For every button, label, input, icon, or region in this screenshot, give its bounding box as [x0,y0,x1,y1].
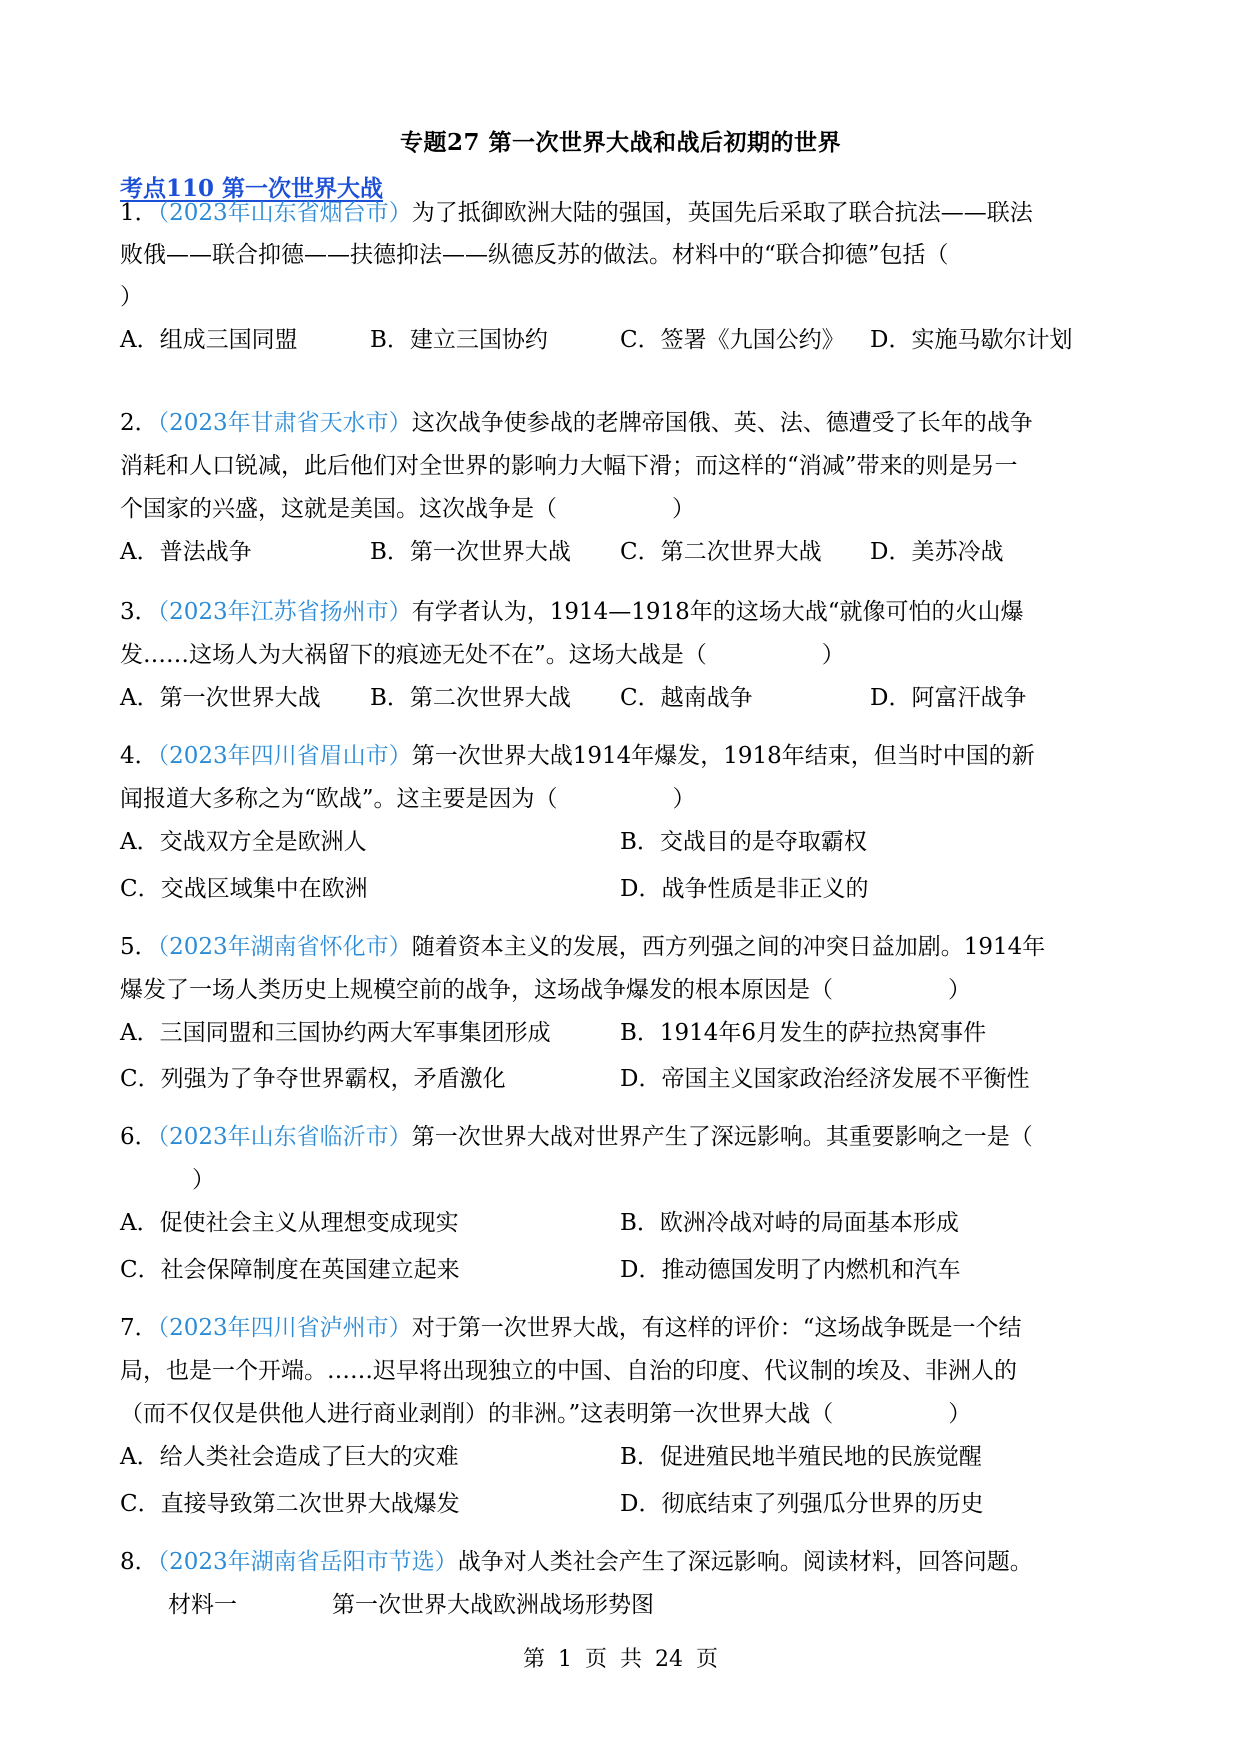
question-number: 2． [120,410,158,436]
question-1-line-2: 败俄——联合抑德——扶德抑法——纵德反苏的做法。材料中的“联合抑德”包括（ [120,242,949,268]
q6-option-c: C．社会保障制度在英国建立起来 [120,1257,460,1283]
question-4-line-2: 闻报道大多称之为“欧战”。这主要是因为（ ） [120,786,696,812]
question-source: （2023年江苏省扬州市） [157,599,412,625]
question-text: 有学者认为，1914—1918年的这场大战“就像可怕的火山爆 [411,599,1024,625]
q2-option-b: B．第一次世界大战 [370,539,571,565]
question-2-line-3: 个国家的兴盛，这就是美国。这次战争是（ ） [120,496,695,522]
section-heading-link[interactable]: 考点110 第一次世界大战 [120,175,384,202]
question-5-line-2: 爆发了一场人类历史上规模空前的战争，这场战争爆发的根本原因是（ ） [120,977,971,1003]
question-2-line-1 [120,408,1131,438]
q2-option-a: A．普法战争 [120,539,252,565]
question-text: 第一次世界大战对世界产生了深远影响。其重要影响之一是（ [411,1124,1033,1150]
q5-option-c: C．列强为了争夺世界霸权，矛盾激化 [120,1066,506,1092]
question-1-line-1 [120,198,1131,228]
question-source: （2023年山东省烟台市） [157,200,412,226]
question-source: （2023年山东省临沂市） [157,1124,412,1150]
q7-option-a: A．给人类社会造成了巨大的灾难 [120,1444,459,1470]
q5-option-d: D．帝国主义国家政治经济发展不平衡性 [620,1066,1030,1092]
question-number: 6． [120,1124,158,1150]
q7-option-d: D．彻底结束了列强瓜分世界的历史 [620,1491,984,1517]
question-3-line-2: 发……这场人为大祸留下的痕迹无处不在”。这场大战是（ ） [120,642,845,668]
material-title: 第一次世界大战欧洲战场形势图 [332,1592,654,1618]
q3-option-a: A．第一次世界大战 [120,685,321,711]
q2-option-d: D．美苏冷战 [870,539,1004,565]
question-3-line-1 [120,597,1131,627]
question-number: 4． [120,743,158,769]
q4-option-c: C．交战区域集中在欧洲 [120,876,368,902]
q7-option-b: B．促进殖民地半殖民地的民族觉醒 [620,1444,982,1470]
question-text: 这次战争使参战的老牌帝国俄、英、法、德遭受了长年的战争 [411,410,1033,436]
question-number: 8． [120,1549,158,1575]
question-text: 随着资本主义的发展，西方列强之间的冲突日益加剧。1914年 [411,934,1046,960]
q3-option-c: C．越南战争 [620,685,753,711]
question-source: （2023年甘肃省天水市） [157,410,412,436]
question-text: 战争对人类社会产生了深远影响。阅读材料，回答问题。 [457,1549,1033,1575]
question-source: （2023年湖南省岳阳市节选） [157,1549,458,1575]
material-label: 材料一 [168,1592,237,1618]
question-source: （2023年四川省眉山市） [157,743,412,769]
q7-option-c: C．直接导致第二次世界大战爆发 [120,1491,460,1517]
q5-option-a: A．三国同盟和三国协约两大军事集团形成 [120,1020,551,1046]
question-6-line-1 [120,1122,1131,1152]
q1-option-b: B．建立三国协约 [370,327,548,353]
question-6-line-2: ） [192,1167,215,1193]
question-8-line-1 [120,1547,1131,1577]
question-source: （2023年湖南省怀化市） [157,934,412,960]
question-7-line-3: （而不仅仅是供他人进行商业剥削）的非洲。”这表明第一次世界大战（ ） [120,1401,972,1427]
question-7-line-1 [120,1313,1131,1343]
q1-option-a: A．组成三国同盟 [120,327,298,353]
page-footer: 第 1 页 共 24 页 [523,1647,718,1672]
page-title: 专题27 第一次世界大战和战后初期的世界 [399,129,841,156]
question-number: 3． [120,599,158,625]
question-number: 5． [120,934,158,960]
q4-option-b: B．交战目的是夺取霸权 [620,829,867,855]
q2-option-c: C．第二次世界大战 [620,539,822,565]
q1-option-d: D．实施马歇尔计划 [870,327,1073,353]
question-4-line-1 [120,741,1131,771]
q6-option-b: B．欧洲冷战对峙的局面基本形成 [620,1210,959,1236]
q4-option-a: A．交战双方全是欧洲人 [120,829,367,855]
question-2-line-2: 消耗和人口锐减，此后他们对全世界的影响力大幅下滑；而这样的“消减”带来的则是另一 [120,453,1018,479]
q6-option-a: A．促使社会主义从理想变成现实 [120,1210,459,1236]
question-1-line-3: ） [120,284,143,310]
question-source: （2023年四川省泸州市） [157,1315,412,1341]
q3-option-d: D．阿富汗战争 [870,685,1027,711]
question-7-line-2: 局，也是一个开端。……迟早将出现独立的中国、自治的印度、代议制的埃及、非洲人的 [120,1358,1017,1384]
question-text: 对于第一次世界大战，有这样的评价：“这场战争既是一个结 [411,1315,1022,1341]
question-text: 第一次世界大战1914年爆发，1918年结束，但当时中国的新 [411,743,1035,769]
q1-option-c: C．签署《九国公约》 [620,327,845,353]
q4-option-d: D．战争性质是非正义的 [620,876,869,902]
question-text: 为了抵御欧洲大陆的强国，英国先后采取了联合抗法——联法 [411,200,1033,226]
question-number: 1． [120,200,158,226]
q5-option-b: B．1914年6月发生的萨拉热窝事件 [620,1020,987,1046]
question-5-line-1 [120,932,1131,962]
q3-option-b: B．第二次世界大战 [370,685,571,711]
q6-option-d: D．推动德国发明了内燃机和汽车 [620,1257,961,1283]
question-number: 7． [120,1315,158,1341]
